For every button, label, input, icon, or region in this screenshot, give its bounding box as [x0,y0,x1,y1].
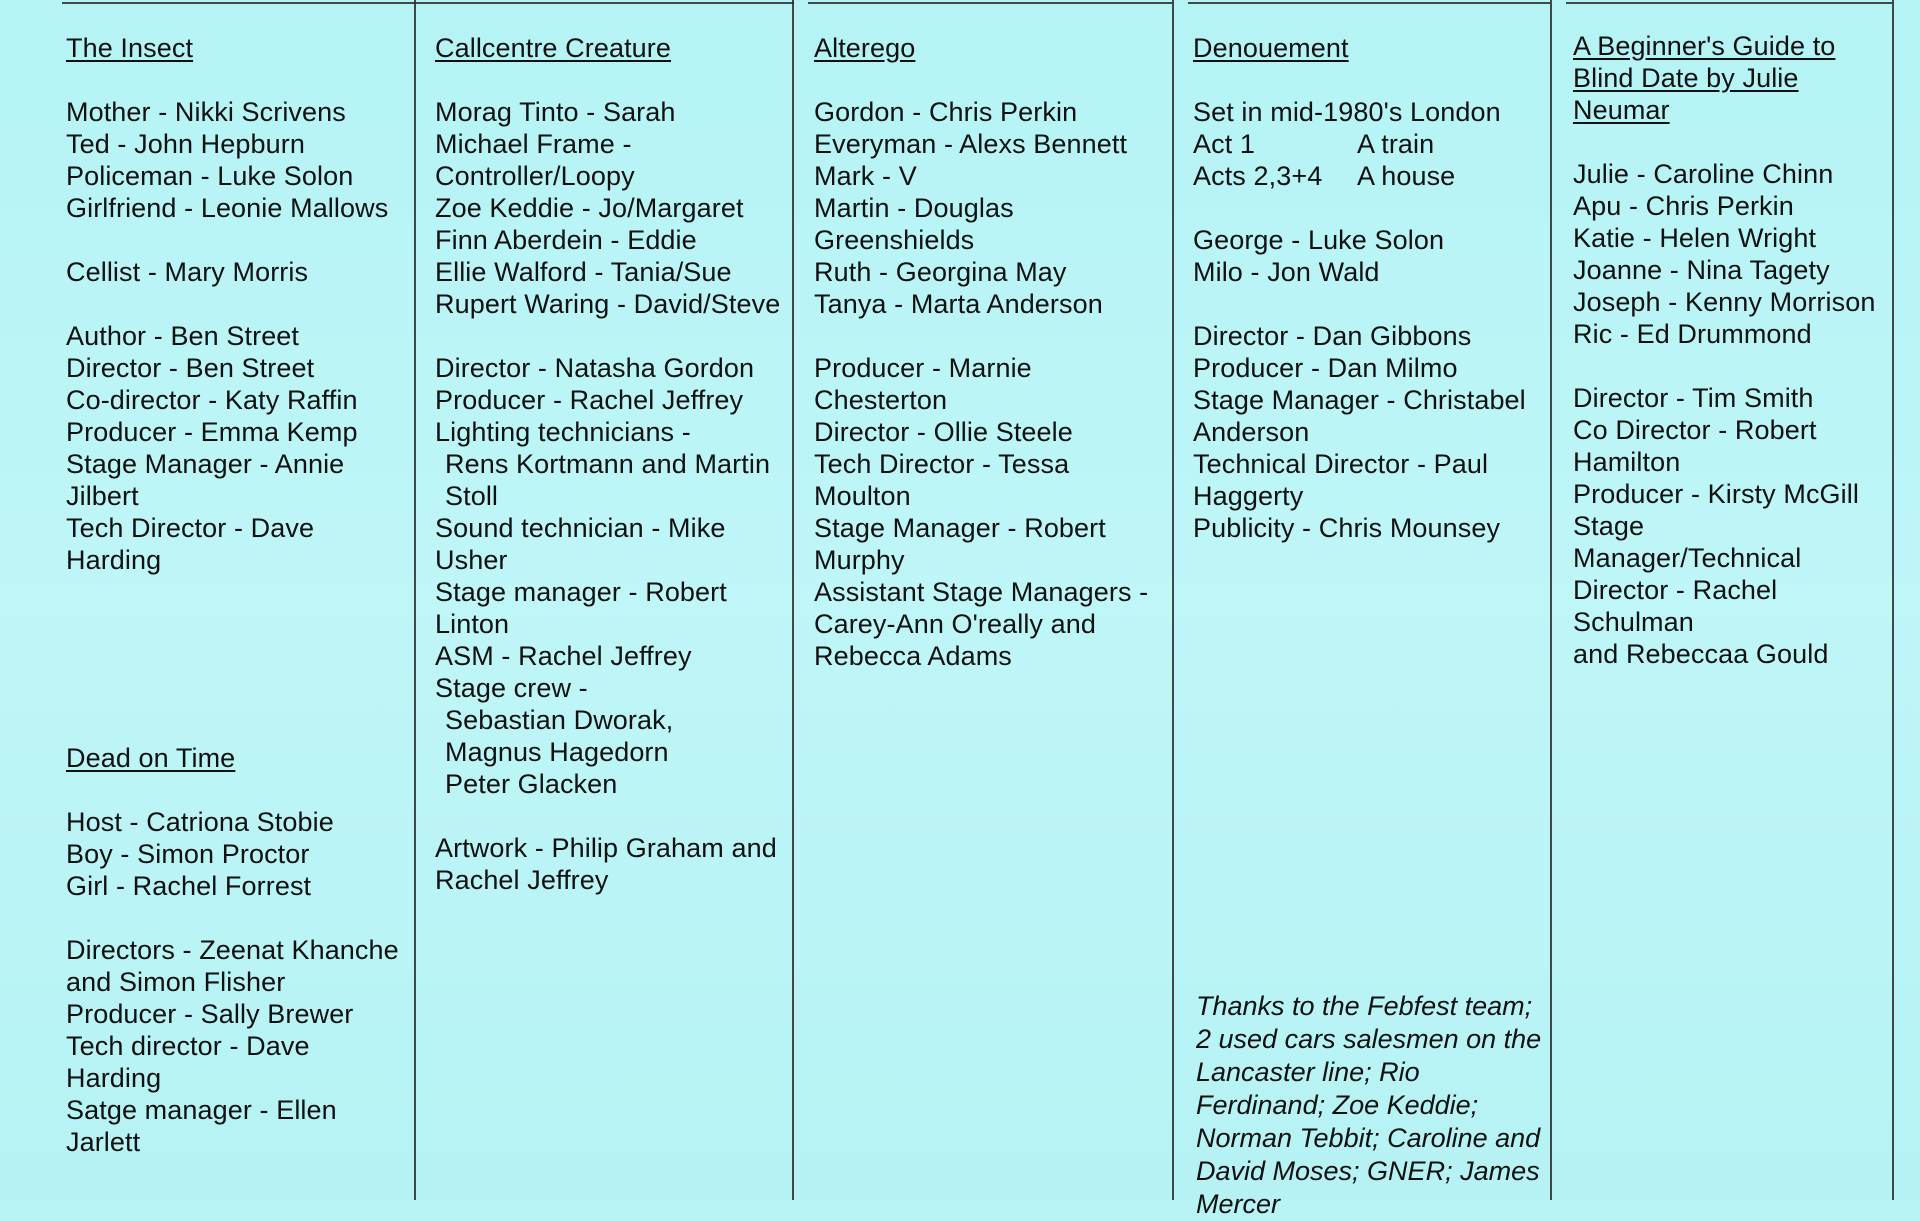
column-callcentre-creature [435,32,791,928]
act-label: Acts 2,3+4 [1193,161,1323,191]
act-place: A train [1357,129,1435,159]
crew-list [814,352,1170,672]
play-title: A Beginner's Guide to Blind Date by Julie Neumar [1573,31,1836,125]
column-top-border [414,2,794,4]
credit-line: Director - Ollie Steele [814,417,1073,447]
credit-line: Rens Kortmann and Martin Stoll [445,449,771,511]
credit-line: Stage Manager - Robert Murphy [814,513,1106,575]
credit-line: Boy - Simon Proctor [66,839,310,869]
credit-line: Sound technician - Mike Usher [435,513,726,575]
credit-line: Directors - Zeenat Khanche and Simon Flisher [66,935,399,997]
credit-line: Michael Frame - Controller/Loopy [435,129,635,191]
play-title: Callcentre Creature [435,33,672,63]
crew-list [435,352,791,800]
credit-line: Tech Director - Dave Harding [66,513,315,575]
credit-line: Apu - Chris Perkin [1573,191,1794,221]
credit-line: Joanne - Nina Tagety [1573,255,1830,285]
credit-line: Sebastian Dworak, [445,705,674,735]
credit-line: Satge manager - Ellen Jarlett [66,1095,337,1157]
credit-line: Cellist - Mary Morris [66,257,309,287]
column-divider [792,0,794,1200]
credit-line: Director - Ben Street [66,353,315,383]
credit-line: Lighting technicians - [435,417,691,447]
credit-line: Author - Ben Street [66,321,300,351]
cast-list [814,96,1170,320]
credit-line: Stage Manager/Technical Director - Rachel Schulman [1573,511,1802,637]
credit-line: Joseph - Kenny Morrison [1573,287,1876,317]
credit-line: Magnus Hagedorn [445,737,669,767]
credit-line: Producer - Kirsty McGill [1573,479,1859,509]
column-divider [414,0,416,1200]
credit-line: Mark - V [814,161,917,191]
credit-line: Co-director - Katy Raffin [66,385,358,415]
column-divider [1892,0,1894,1200]
column-top-border [808,2,1172,4]
credit-line: Producer - Rachel Jeffrey [435,385,744,415]
crew-list [66,320,366,576]
credit-line: Artwork - Philip Graham and Rachel Jeffrey [435,833,777,895]
credit-line: Stage Manager - Annie Jilbert [66,449,345,511]
thanks-note: Thanks to the Febfest team; 2 used cars salesmen on the Lancaster line; Rio Ferdinand; Zoe Keddie; Norman Tebbit; Caroline and David Moses; GNER; James Mercer [1196,991,1542,1219]
credit-line: Zoe Keddie - Jo/Margaret [435,193,744,223]
cast-list [66,96,410,224]
credit-line: Gordon - Chris Perkin [814,97,1078,127]
credit-line: Ruth - Georgina May [814,257,1067,287]
credit-line: Tech Director - Tessa Moulton [814,449,1070,511]
cast-list [435,96,791,320]
credit-line: Everyman - Alexs Bennett [814,129,1128,159]
credit-line: Stage crew - [435,673,588,703]
credit-line: Assistant Stage Managers - Carey-Ann O'really and Rebecca Adams [814,577,1149,671]
credit-line: Policeman - Luke Solon [66,161,354,191]
credit-line: Producer - Dan Milmo [1193,353,1458,383]
credit-line: Ted - John Hepburn [66,129,305,159]
credit-line: Mother - Nikki Scrivens [66,97,346,127]
credit-line: Director - Dan Gibbons [1193,321,1472,351]
setting-info [1193,96,1547,192]
credit-line: Finn Aberdein - Eddie [435,225,697,255]
credit-line: and Rebeccaa Gould [1573,639,1829,669]
credit-line: Katie - Helen Wright [1573,223,1817,253]
credit-line: Peter Glacken [445,769,618,799]
credit-line: Director - Tim Smith [1573,383,1814,413]
act-row [1193,160,1547,192]
play-title: Alterego [814,33,916,63]
column-denouement [1193,32,1547,576]
credit-line: Milo - Jon Wald [1193,257,1380,287]
credit-line: Tech director - Dave Harding [66,1031,310,1093]
act-label: Act 1 [1193,129,1256,159]
credit-line: Girl - Rachel Forrest [66,871,312,901]
act-row [1193,128,1547,160]
credit-line: Rupert Waring - David/Steve [435,289,781,319]
credit-line: Producer - Marnie Chesterton [814,353,1032,415]
artwork-credit [435,832,791,896]
credit-line: Stage Manager - Christabel Anderson [1193,385,1526,447]
play-title: Denouement [1193,33,1349,63]
credit-line: Girlfriend - Leonie Mallows [66,193,389,223]
credit-line: Host - Catriona Stobie [66,807,334,837]
credit-line: Director - Natasha Gordon [435,353,755,383]
credit-line: Ric - Ed Drummond [1573,319,1812,349]
cast-list [1573,158,1891,350]
act-place: A house [1357,161,1456,191]
musician-list [66,256,410,288]
setting-line: Set in mid-1980's London [1193,97,1501,127]
credit-line: Ellie Walford - Tania/Sue [435,257,732,287]
credit-line: Morag Tinto - Sarah [435,97,676,127]
crew-list [1193,320,1547,544]
column-top-border [62,2,414,4]
column-divider [1550,0,1552,1200]
column-dead-on-time [66,742,410,1190]
column-beginners-guide [1573,30,1891,702]
column-alterego [814,32,1170,704]
column-top-border [1188,2,1550,4]
credit-line: Producer - Emma Kemp [66,417,358,447]
credit-line: ASM - Rachel Jeffrey [435,641,692,671]
cast-list [1193,224,1547,288]
credit-line: Stage manager - Robert Linton [435,577,727,639]
credit-line: Martin - Douglas Greenshields [814,193,1014,255]
column-divider [1172,0,1174,1200]
play-title: Dead on Time [66,743,236,773]
credit-line: Julie - Caroline Chinn [1573,159,1834,189]
credit-line: Tanya - Marta Anderson [814,289,1103,319]
crew-list [1573,382,1891,670]
column-top-border [1566,2,1892,4]
credit-line: Technical Director - Paul Haggerty [1193,449,1489,511]
cast-list [66,806,410,902]
credit-line: Co Director - Robert Hamilton [1573,415,1817,477]
credit-line: Publicity - Chris Mounsey [1193,513,1501,543]
play-title: The Insect [66,33,194,63]
credit-line: George - Luke Solon [1193,225,1445,255]
crew-list [66,934,406,1158]
column-the-insect [66,32,410,608]
credit-line: Producer - Sally Brewer [66,999,354,1029]
